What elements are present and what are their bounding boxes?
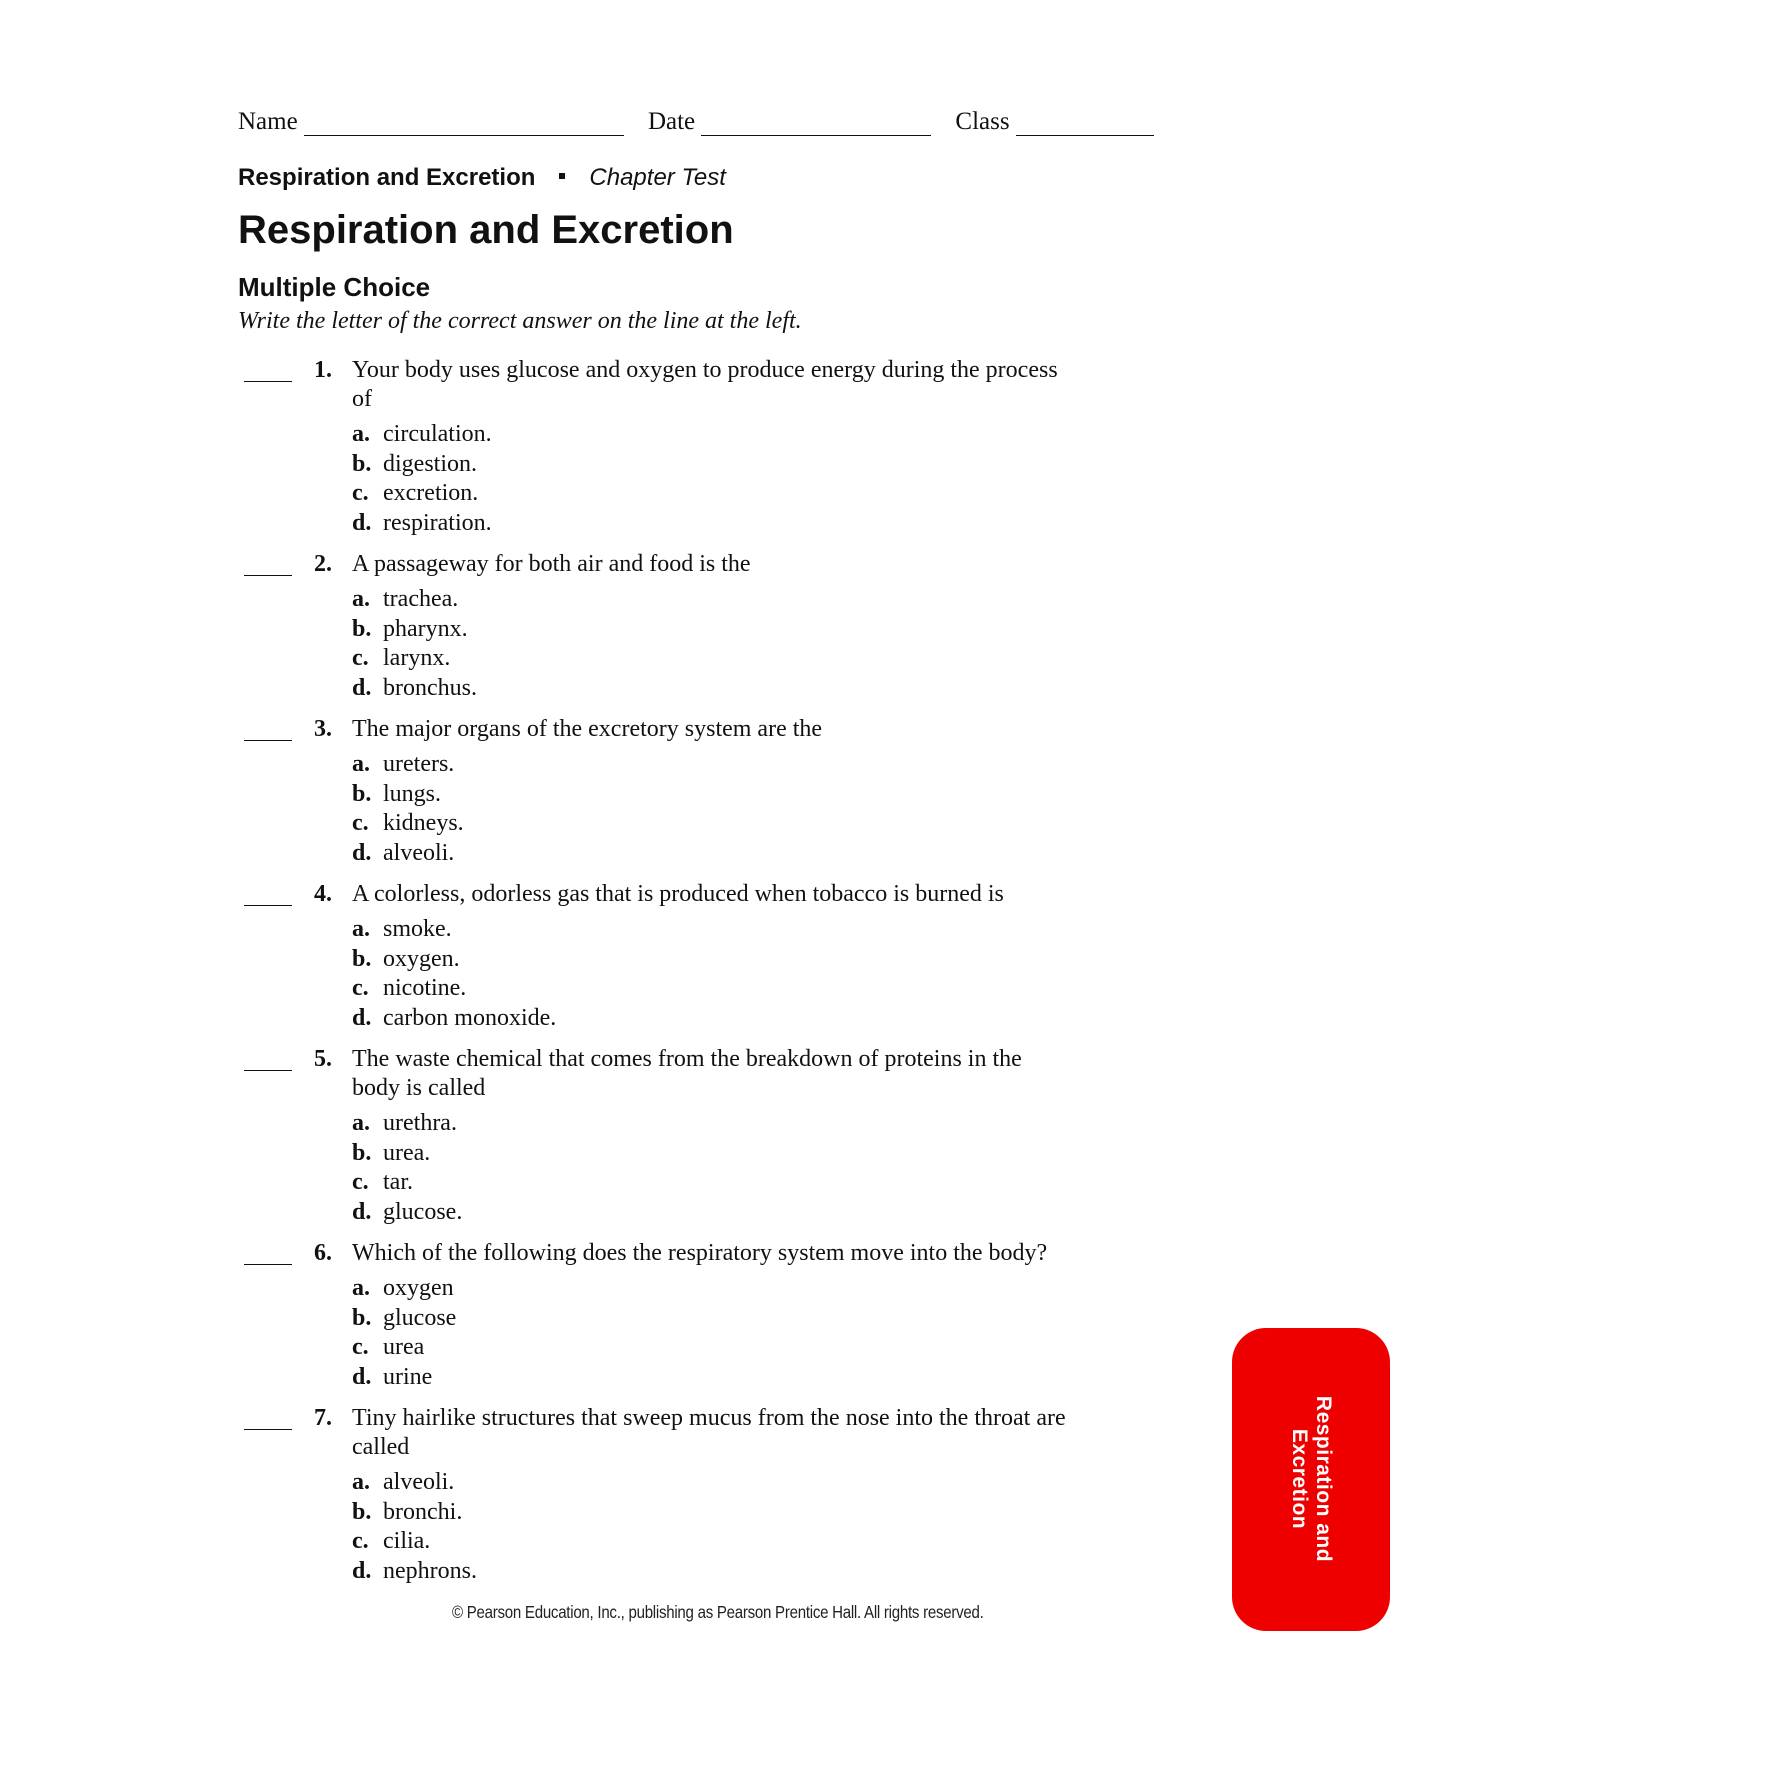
answer-option xyxy=(352,509,1138,539)
option-text: tar. xyxy=(383,1169,413,1195)
answer-option xyxy=(352,1363,1138,1393)
answer-option xyxy=(352,1139,1138,1169)
option-letter: c. xyxy=(352,645,369,671)
option-text: alveoli. xyxy=(383,839,455,866)
option-letter: d. xyxy=(352,1004,372,1031)
option-text: urethra. xyxy=(383,1110,457,1136)
answer-option xyxy=(352,1557,1138,1587)
answer-option xyxy=(352,1304,1138,1334)
question-text: A passageway for both air and food is the xyxy=(352,551,751,577)
answer-option xyxy=(352,1198,1138,1228)
option-letter: b. xyxy=(352,945,372,972)
answer-option xyxy=(352,450,1138,480)
chapter-side-tab xyxy=(1232,1328,1390,1631)
answer-blank[interactable] xyxy=(244,381,292,382)
option-letter: a. xyxy=(352,421,370,447)
side-tab-line-2: Excretion xyxy=(1288,1428,1311,1530)
answer-blank[interactable] xyxy=(244,575,292,576)
running-head xyxy=(238,164,726,192)
option-text: trachea. xyxy=(383,586,459,612)
option-letter: c. xyxy=(352,480,369,506)
option-text: nicotine. xyxy=(383,975,467,1001)
answer-option xyxy=(352,1004,1138,1034)
side-tab-line-1: Respiration and xyxy=(1312,1395,1335,1563)
answer-blank[interactable] xyxy=(244,1070,292,1071)
running-head-chapter: Respiration and Excretion xyxy=(238,164,536,191)
answer-option xyxy=(352,750,1138,780)
student-info-header xyxy=(238,108,1172,142)
answer-options xyxy=(352,1109,1138,1227)
question-text: Your body uses glucose and oxygen to produce energy during the process of xyxy=(352,357,1058,412)
option-letter: a. xyxy=(352,751,370,777)
class-field xyxy=(955,108,1153,136)
option-text: urine xyxy=(383,1363,433,1390)
option-text: oxygen. xyxy=(383,945,460,972)
option-letter: b. xyxy=(352,1498,372,1525)
option-text: respiration. xyxy=(383,509,492,536)
option-text: smoke. xyxy=(383,916,452,942)
answer-options xyxy=(352,585,1138,703)
option-letter: b. xyxy=(352,450,372,477)
answer-option xyxy=(352,945,1138,975)
answer-option xyxy=(352,1468,1138,1498)
answer-blank[interactable] xyxy=(244,905,292,906)
answer-options xyxy=(352,420,1138,538)
class-input-line[interactable] xyxy=(1016,113,1154,136)
question-text: Which of the following does the respiratory system move into the body? xyxy=(352,1240,1048,1266)
question-5 xyxy=(238,1045,1138,1227)
answer-option xyxy=(352,915,1138,945)
answer-option xyxy=(352,780,1138,810)
running-head-test-type: Chapter Test xyxy=(589,164,726,191)
question-text: A colorless, odorless gas that is produced when tobacco is burned is xyxy=(352,881,1004,907)
option-letter: d. xyxy=(352,509,372,536)
answer-option xyxy=(352,1274,1138,1304)
option-letter: c. xyxy=(352,810,369,836)
answer-options xyxy=(352,1468,1138,1586)
option-text: larynx. xyxy=(383,645,451,671)
answer-option xyxy=(352,674,1138,704)
answer-option xyxy=(352,1527,1138,1557)
date-label: Date xyxy=(647,108,696,135)
question-7 xyxy=(238,1404,1138,1586)
name-field xyxy=(238,108,624,136)
date-input-line[interactable] xyxy=(701,113,931,136)
option-text: alveoli. xyxy=(383,1469,455,1495)
option-text: digestion. xyxy=(383,450,477,477)
question-text: Tiny hairlike structures that sweep mucus from the nose into the throat are called xyxy=(352,1405,1066,1460)
question-text: The waste chemical that comes from the breakdown of proteins in the body is called xyxy=(352,1046,1022,1101)
answer-blank[interactable] xyxy=(244,740,292,741)
name-label: Name xyxy=(238,108,298,135)
answer-option xyxy=(352,1498,1138,1528)
option-text: glucose xyxy=(383,1304,457,1331)
option-text: glucose. xyxy=(383,1198,463,1225)
name-input-line[interactable] xyxy=(304,113,624,136)
option-text: pharynx. xyxy=(383,615,468,642)
date-field xyxy=(648,108,931,136)
option-letter: b. xyxy=(352,615,372,642)
option-letter: b. xyxy=(352,1304,372,1331)
question-1 xyxy=(238,356,1138,538)
option-letter: d. xyxy=(352,839,372,866)
section-heading: Multiple Choice xyxy=(238,272,431,302)
question-number: 7. xyxy=(314,1405,332,1431)
answer-option xyxy=(352,1168,1138,1198)
answer-option xyxy=(352,615,1138,645)
option-text: bronchus. xyxy=(383,674,477,701)
answer-blank[interactable] xyxy=(244,1264,292,1265)
option-text: circulation. xyxy=(383,421,492,447)
option-letter: d. xyxy=(352,1363,372,1390)
option-letter: d. xyxy=(352,1557,372,1584)
question-number: 4. xyxy=(314,881,332,907)
side-tab-label xyxy=(1287,1396,1335,1562)
answer-blank[interactable] xyxy=(244,1429,292,1430)
question-4 xyxy=(238,880,1138,1033)
option-text: ureters. xyxy=(383,751,455,777)
question-3 xyxy=(238,715,1138,868)
answer-option xyxy=(352,809,1138,839)
option-letter: a. xyxy=(352,586,370,612)
option-text: nephrons. xyxy=(383,1557,477,1584)
option-letter: c. xyxy=(352,1528,369,1554)
question-number: 2. xyxy=(314,551,332,577)
copyright-notice: © Pearson Education, Inc., publishing as Pearson Prentice Hall. All rights reserved. xyxy=(452,1602,984,1622)
option-letter: c. xyxy=(352,975,369,1001)
option-text: carbon monoxide. xyxy=(383,1004,557,1031)
option-text: bronchi. xyxy=(383,1498,463,1525)
question-2 xyxy=(238,550,1138,703)
option-letter: d. xyxy=(352,674,372,701)
option-text: lungs. xyxy=(383,780,442,807)
answer-option xyxy=(352,1333,1138,1363)
question-number: 5. xyxy=(314,1046,332,1072)
question-6 xyxy=(238,1239,1138,1392)
option-letter: c. xyxy=(352,1169,369,1195)
question-number: 6. xyxy=(314,1240,332,1266)
answer-option xyxy=(352,644,1138,674)
option-letter: a. xyxy=(352,1110,370,1136)
option-letter: c. xyxy=(352,1334,369,1360)
question-text: The major organs of the excretory system are the xyxy=(352,716,823,742)
question-list xyxy=(238,356,1138,1598)
answer-option xyxy=(352,479,1138,509)
option-letter: a. xyxy=(352,916,370,942)
answer-option xyxy=(352,585,1138,615)
bullet-separator xyxy=(559,173,565,179)
question-number: 1. xyxy=(314,357,332,383)
answer-options xyxy=(352,750,1138,868)
answer-options xyxy=(352,1274,1138,1392)
option-letter: a. xyxy=(352,1275,370,1301)
option-text: kidneys. xyxy=(383,810,464,836)
section-instructions: Write the letter of the correct answer on the line at the left. xyxy=(238,308,802,334)
option-letter: d. xyxy=(352,1198,372,1225)
class-label: Class xyxy=(955,108,1010,135)
question-number: 3. xyxy=(314,716,332,742)
answer-options xyxy=(352,915,1138,1033)
option-text: urea. xyxy=(383,1139,431,1166)
answer-option xyxy=(352,839,1138,869)
answer-option xyxy=(352,974,1138,1004)
option-letter: b. xyxy=(352,780,372,807)
answer-option xyxy=(352,1109,1138,1139)
option-text: excretion. xyxy=(383,480,479,506)
option-text: cilia. xyxy=(383,1528,431,1554)
answer-option xyxy=(352,420,1138,450)
page-title: Respiration and Excretion xyxy=(238,208,734,252)
option-text: oxygen xyxy=(383,1275,454,1301)
option-letter: a. xyxy=(352,1469,370,1495)
option-text: urea xyxy=(383,1334,425,1360)
option-letter: b. xyxy=(352,1139,372,1166)
